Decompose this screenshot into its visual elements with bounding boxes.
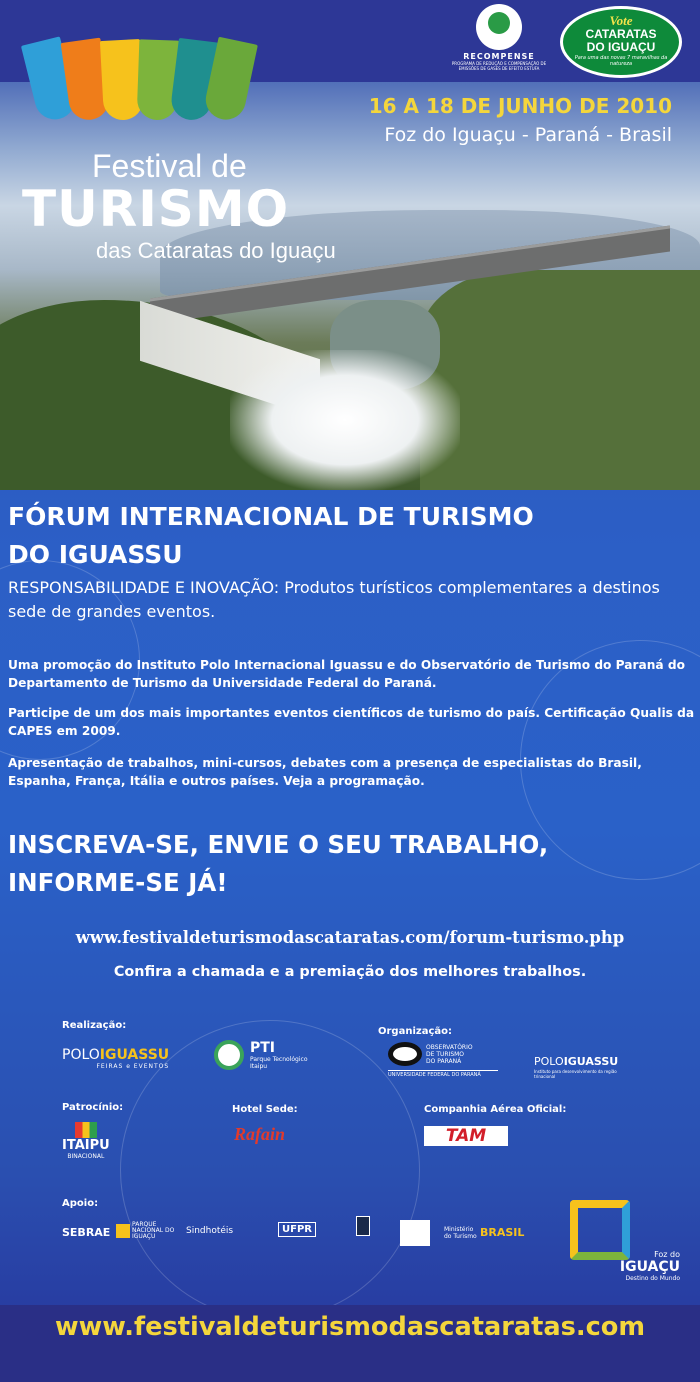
label-patrocinio: Patrocínio: <box>62 1102 124 1113</box>
crest-icon <box>356 1216 370 1236</box>
forum-subtitle: RESPONSABILIDADE E INOVAÇÃO: Produtos turísticos complementares a destinos sede de grandes eventos. <box>8 578 660 621</box>
tam-logo: TAM <box>424 1126 508 1146</box>
polo2-a: POLO <box>534 1055 564 1068</box>
rainbow-logo-icon <box>30 40 290 120</box>
polo-iguassu-2-logo <box>534 1050 624 1079</box>
label-organizacao: Organização: <box>378 1026 452 1037</box>
polo2-sub: Instituto para desenvolvimento da região trinacional <box>534 1069 617 1079</box>
parque3: IGUAÇU <box>132 1233 156 1240</box>
forum-title-line2: DO IGUASSU <box>8 540 183 569</box>
vote-title2: DO IGUAÇU <box>586 40 656 54</box>
recompense-logo <box>446 4 552 71</box>
eye-icon <box>388 1042 422 1066</box>
ministerio1: Ministério <box>444 1226 474 1233</box>
observatorio-logo <box>388 1042 498 1078</box>
pti-icon <box>214 1040 244 1070</box>
event-date: 16 A 18 DE JUNHO DE 2010 <box>368 94 672 118</box>
mist <box>230 350 460 490</box>
recompense-sub: PROGRAMA DE REDUÇÃO E COMPENSAÇÃO DE EMISSÕES DE GASES DE EFEITO ESTUFA <box>451 61 547 71</box>
hero-photo <box>0 0 700 490</box>
cta-line2: INFORME-SE JÁ! <box>8 868 228 897</box>
parque2: NACIONAL DO <box>132 1227 175 1234</box>
obs3: DO PARANÁ <box>426 1057 462 1065</box>
observatorio-small-icon <box>400 1220 430 1246</box>
label-aerea: Companhia Aérea Oficial: <box>424 1104 567 1115</box>
parque-nacional-logo <box>116 1222 174 1240</box>
pti-sub2: Itaipu <box>250 1063 268 1070</box>
land-right <box>420 270 700 490</box>
paragraph-promocao: Uma promoção do Instituto Polo Internacional Iguassu e do Observatório de Turismo do Paraná do Departamento de Turismo da Universidade Federal do Paraná. <box>8 658 685 690</box>
label-hotel: Hotel Sede: <box>232 1104 298 1115</box>
sebrae-logo: SEBRAE <box>62 1226 111 1239</box>
ufpr-logo: UFPR <box>278 1222 316 1237</box>
vote-title1: CATARATAS <box>585 27 657 41</box>
foz2: IGUAÇU <box>619 1259 680 1275</box>
foz1: Foz do <box>654 1250 680 1259</box>
polo-feiras: FEIRAS e EVENTOS <box>96 1063 170 1070</box>
polo-b: IGUASSU <box>99 1047 170 1063</box>
itaipu-icon <box>75 1122 97 1138</box>
logo-turismo: TURISMO <box>22 180 290 238</box>
sindhoteis-logo: Sindhotéis <box>186 1226 234 1236</box>
paragraph-apresentacao: Apresentação de trabalhos, mini-cursos, debates com a presença de especialistas do Brasil, Espanha, França, Itália e outros países. Veja a programação. <box>8 756 642 788</box>
call-to-action <box>8 826 698 902</box>
itaipu-name: ITAIPU <box>62 1138 110 1153</box>
forum-title-line1: FÓRUM INTERNACIONAL DE TURISMO <box>8 502 534 531</box>
cta-line1: INSCREVA-SE, ENVIE O SEU TRABALHO, <box>8 830 549 859</box>
itaipu-logo <box>62 1122 110 1160</box>
pti-logo <box>214 1040 308 1070</box>
obs1: OBSERVATÓRIO <box>426 1043 473 1051</box>
logo-cataratas: das Cataratas do Iguaçu <box>96 238 336 263</box>
parque-icon <box>116 1224 130 1238</box>
polo-iguassu-logo <box>62 1044 169 1070</box>
tree-icon <box>476 4 522 50</box>
forum-title <box>8 498 688 574</box>
ministerio2: do Turismo <box>444 1233 477 1240</box>
polo2-b: IGUASSU <box>563 1055 619 1068</box>
paragraph-participe: Participe de um dos mais importantes eventos científicos de turismo do país. Certificação Qualis da CAPES em 2009. <box>8 706 695 738</box>
forum-url-link[interactable]: www.festivaldeturismodascataratas.com/forum-turismo.php <box>75 928 625 947</box>
label-apoio: Apoio: <box>62 1198 99 1209</box>
label-realizacao: Realização: <box>62 1020 127 1031</box>
ministerio-logo <box>444 1226 477 1240</box>
vote-sub: Para uma das novas 7 maravilhas da natureza <box>574 55 668 67</box>
confira-text: Confira a chamada e a premiação dos melhores trabalhos. <box>113 964 587 980</box>
logo-festival-de: Festival de <box>92 148 247 184</box>
pti-sub1: Parque Tecnológico <box>250 1056 308 1063</box>
parque1: PARQUE <box>132 1221 157 1228</box>
footer-url-link[interactable]: www.festivaldeturismodascataratas.com <box>54 1312 646 1342</box>
ufpr-long: UNIVERSIDADE FEDERAL DO PARANÁ <box>388 1070 498 1078</box>
vote-cataratas-badge <box>560 6 682 78</box>
foz3: Destino do Mundo <box>625 1275 680 1282</box>
brasil-logo: BRASIL <box>480 1226 525 1239</box>
itaipu-sub: BINACIONAL <box>67 1153 105 1160</box>
vote-word: Vote <box>609 13 633 28</box>
polo-a: POLO <box>62 1047 100 1063</box>
obs2: DE TURISMO <box>426 1050 465 1058</box>
event-place: Foz do Iguaçu - Paraná - Brasil <box>384 124 672 146</box>
foz-iguacu-logo <box>570 1200 682 1282</box>
pti-name: PTI <box>250 1040 276 1056</box>
hotel-rafain-logo: Rafain <box>234 1124 286 1144</box>
recompense-name: RECOMPENSE <box>463 52 535 61</box>
